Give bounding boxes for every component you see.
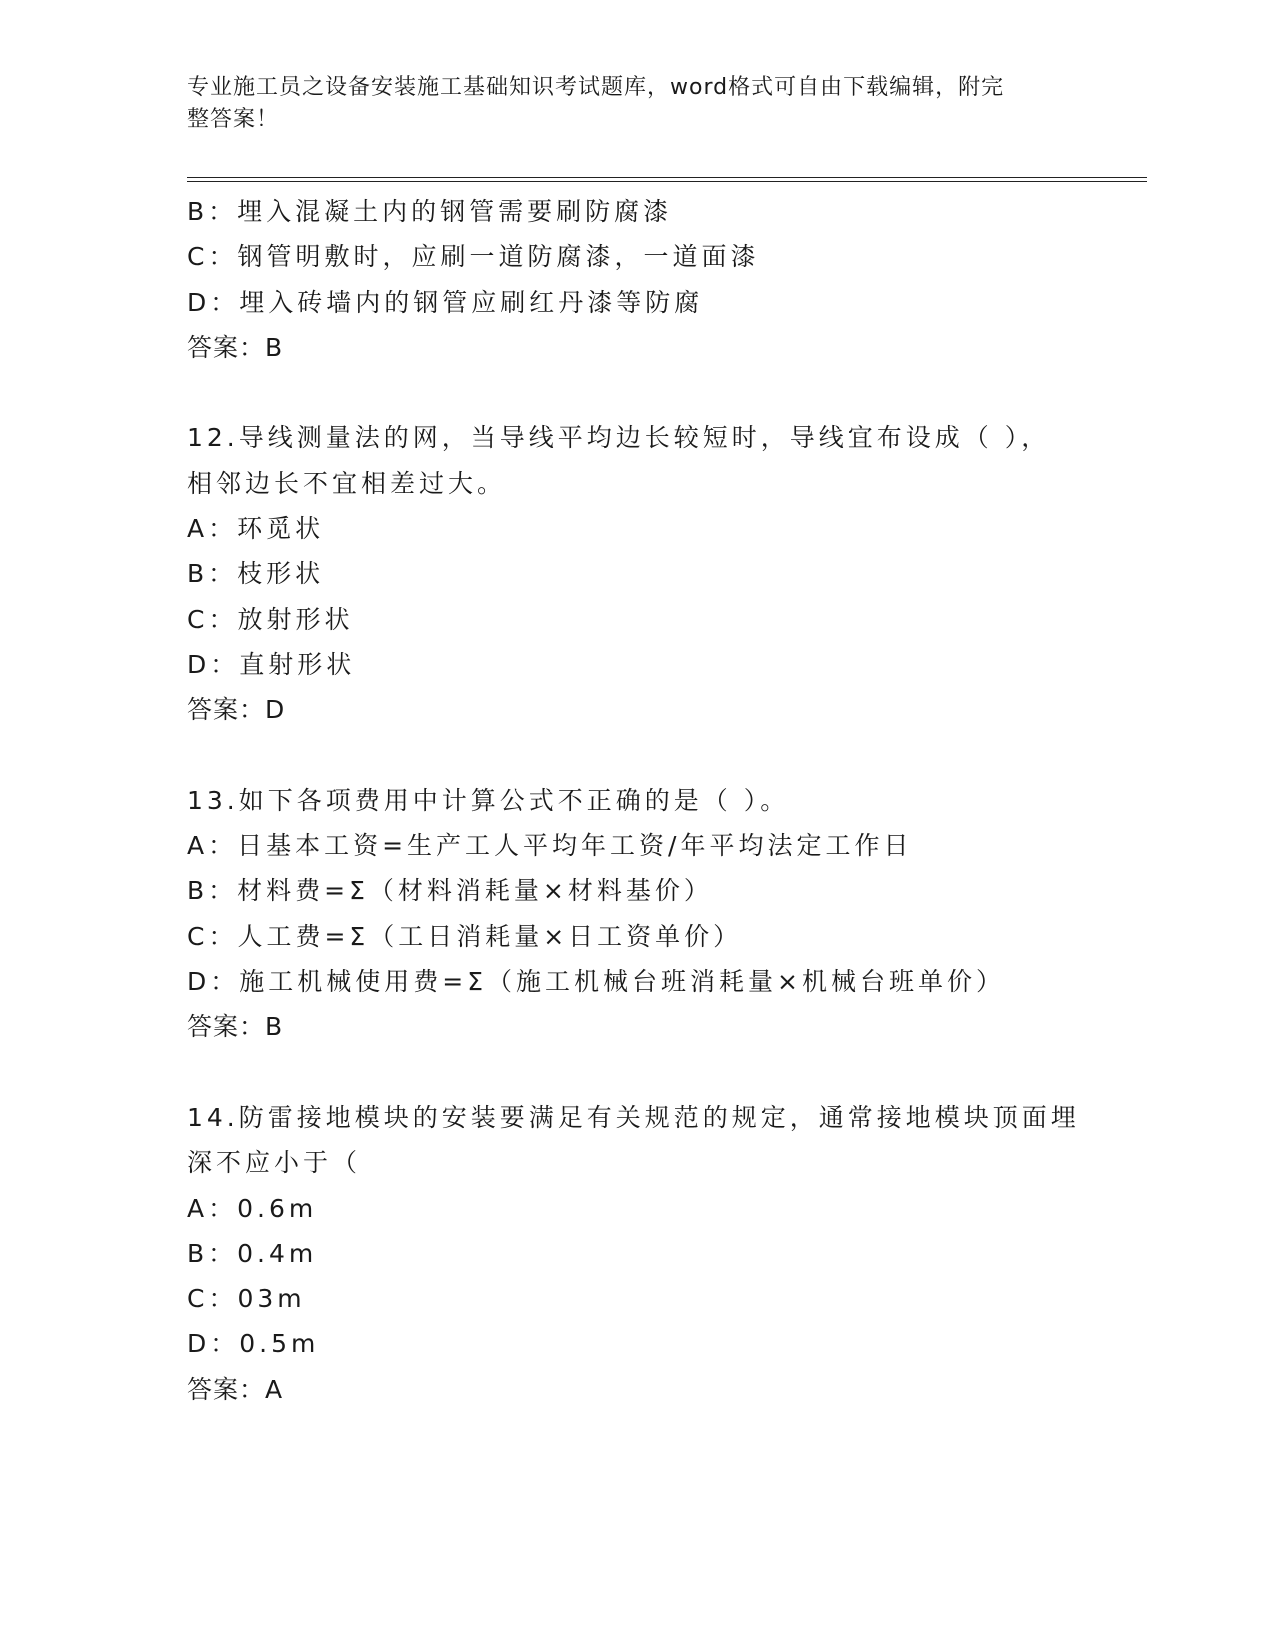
question-14 — [187, 1095, 1087, 1412]
question-list — [187, 189, 1087, 1412]
option-b: B：埋入混凝土内的钢管需要刷防腐漆 — [187, 197, 673, 226]
question-stem: 12.导线测量法的网，当导线平均边长较短时，导线宜布设成（ ）， — [187, 423, 1051, 453]
option-c: C：钢管明敷时，应刷一道防腐漆，一道面漆 — [187, 242, 760, 272]
option-b: B：0.4m — [187, 1238, 318, 1268]
header-line-1: 专业施工员之设备安装施工基础知识考试题库，word格式可自由下载编辑，附完 — [187, 75, 1005, 100]
question-11-continued — [187, 189, 1087, 370]
question-stem: 14.防雷接地模块的安装要满足有关规范的规定，通常接地模块顶面埋 — [187, 1102, 1080, 1132]
option-b: B：材料费=Σ（材料消耗量×材料基价） — [187, 876, 713, 906]
option-d: D：埋入砖墙内的钢管应刷红丹漆等防腐 — [187, 287, 704, 317]
question-stem-continued: 深不应小于（ — [187, 1148, 362, 1178]
option-a: A：0.6m — [187, 1193, 318, 1223]
header-line-2: 整答案！ — [187, 107, 280, 132]
option-c: C：放射形状 — [187, 604, 354, 634]
question-13 — [187, 778, 1087, 1050]
option-c: C：人工费=Σ（工日消耗量×日工资单价） — [187, 921, 743, 951]
option-d: D：0.5m — [187, 1329, 320, 1359]
answer: 答案：D — [187, 695, 286, 725]
question-stem: 13.如下各项费用中计算公式不正确的是（ ）。 — [187, 785, 790, 815]
spacer — [187, 733, 1087, 778]
option-c: C：03m — [187, 1284, 306, 1314]
option-a: A：日基本工资=生产工人平均年工资/年平均法定工作日 — [187, 831, 913, 861]
answer: 答案：B — [187, 332, 284, 362]
option-a: A：环觅状 — [187, 514, 325, 544]
document-header — [187, 72, 1067, 136]
answer: 答案：A — [187, 1374, 284, 1404]
spacer — [187, 370, 1087, 415]
option-d: D：施工机械使用费=Σ（施工机械台班消耗量×机械台班单价） — [187, 967, 1005, 997]
header-divider-bottom — [187, 181, 1147, 182]
answer: 答案：B — [187, 1012, 284, 1042]
option-d: D：直射形状 — [187, 649, 356, 679]
option-b: B：枝形状 — [187, 559, 325, 589]
spacer — [187, 1050, 1087, 1095]
question-12 — [187, 415, 1087, 732]
question-stem-continued: 相邻边长不宜相差过大。 — [187, 468, 507, 498]
header-divider-top — [187, 177, 1147, 178]
